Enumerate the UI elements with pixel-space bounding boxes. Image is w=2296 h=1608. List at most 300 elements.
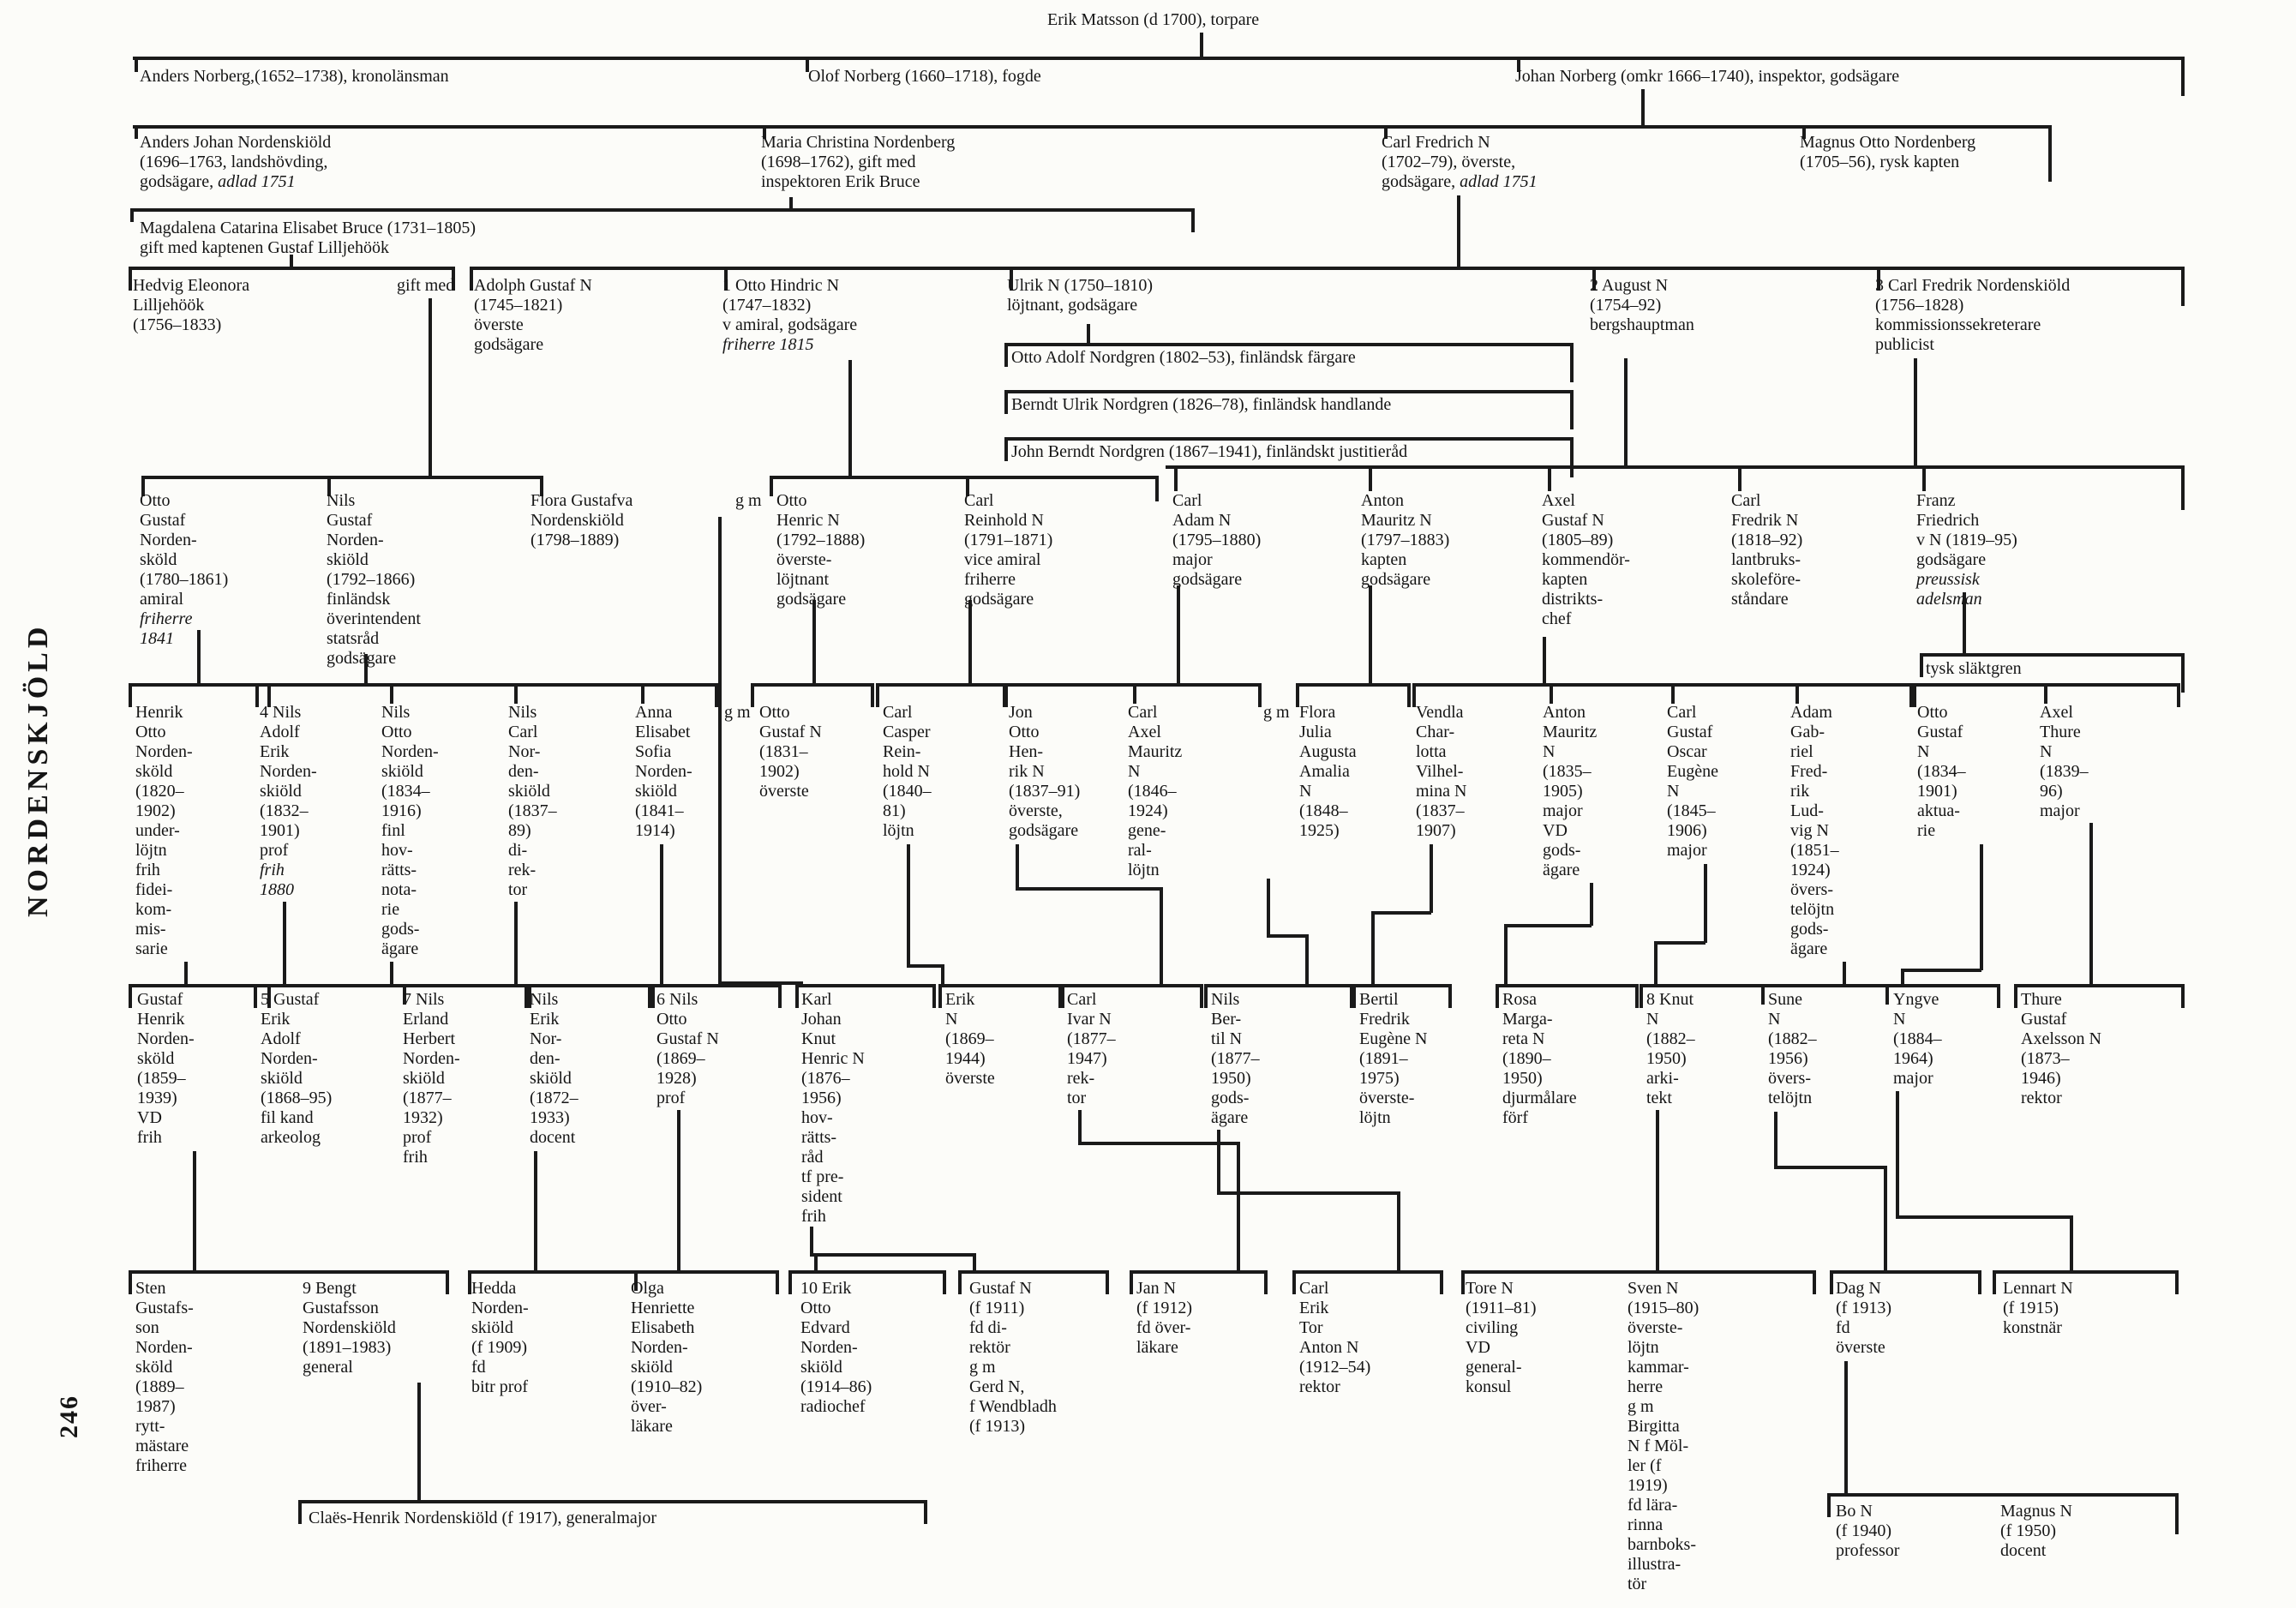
person-node bbox=[1836, 1279, 1891, 1358]
person-text-line: Norden- bbox=[135, 1338, 193, 1357]
connector-line-vertical bbox=[1813, 1270, 1816, 1294]
person-text-line: gift med bbox=[397, 276, 455, 295]
person-text-line: Norden- bbox=[800, 1338, 858, 1357]
person-text-line: g m bbox=[1263, 703, 1290, 722]
person-text-line: telöjtn bbox=[1790, 900, 1835, 919]
connector-line-vertical bbox=[1884, 1166, 1887, 1272]
person-text-line: lotta bbox=[1416, 742, 1447, 761]
person-text-line: friherre bbox=[140, 609, 193, 628]
person-text-line: godsägare bbox=[1172, 570, 1243, 589]
person-node bbox=[327, 491, 421, 669]
person-node bbox=[631, 1279, 702, 1437]
connector-line-vertical bbox=[1461, 1270, 1465, 1294]
person-text-line: (f 1950) bbox=[2000, 1521, 2056, 1540]
person-text-line: (1791–1871) bbox=[964, 531, 1053, 549]
connector-line-vertical bbox=[1896, 1091, 1899, 1217]
person-text-line: Carl bbox=[1731, 491, 1761, 510]
connector-line-horizontal bbox=[1004, 683, 1260, 687]
connector-line-horizontal bbox=[129, 984, 269, 987]
person-text-line: 1880 bbox=[260, 880, 294, 899]
person-text-line: skoleföre- bbox=[1731, 570, 1801, 589]
person-text-line: 89) bbox=[508, 821, 531, 840]
person-text-line: 1 Otto Hindric N bbox=[722, 276, 840, 295]
person-text-line: frih bbox=[137, 1128, 162, 1147]
person-text-line: 5 Gustaf bbox=[261, 990, 320, 1009]
person-text-line: övers- bbox=[1768, 1069, 1811, 1088]
person-text-line: sköld bbox=[140, 550, 177, 569]
person-text-line: överste bbox=[474, 315, 524, 334]
connector-line-vertical bbox=[2175, 1270, 2179, 1294]
person-text-line: hov- bbox=[381, 841, 413, 860]
person-text-line: Fred- bbox=[1790, 762, 1828, 781]
person-text-line: kapten bbox=[1361, 550, 1407, 569]
person-text-line: konstnär bbox=[2003, 1318, 2062, 1337]
connector-line-vertical bbox=[1844, 1361, 1848, 1495]
person-text-line: v amiral, godsägare bbox=[722, 315, 858, 334]
person-text-line: distrikts- bbox=[1542, 590, 1604, 609]
person-text-line: 1914) bbox=[635, 821, 675, 840]
connector-line-vertical bbox=[446, 1270, 449, 1294]
connector-line-vertical bbox=[795, 984, 799, 1008]
person-text-line: g m bbox=[1628, 1397, 1654, 1416]
connector-line-horizontal bbox=[810, 1253, 974, 1257]
connector-line-vertical bbox=[968, 600, 972, 685]
connector-line-vertical bbox=[1457, 195, 1460, 268]
person-text-line: fd di- bbox=[969, 1318, 1007, 1337]
person-node bbox=[471, 1279, 529, 1397]
connector-line-vertical bbox=[1200, 984, 1203, 1008]
person-node bbox=[133, 276, 249, 335]
person-node bbox=[135, 1279, 194, 1476]
person-text-line: Knut bbox=[801, 1029, 836, 1048]
person-text-line: godsägare, adlad 1751 bbox=[1382, 172, 1538, 191]
person-text-line: Otto bbox=[1917, 703, 1948, 722]
connector-line-vertical bbox=[1993, 1270, 1996, 1294]
connector-line-vertical bbox=[1371, 911, 1375, 986]
connector-line-vertical bbox=[1640, 984, 1643, 1008]
person-text-line: friherre bbox=[964, 570, 1016, 589]
connector-line-horizontal bbox=[788, 1270, 944, 1274]
person-text-line: publicist bbox=[1875, 335, 1934, 354]
person-text-line: statsråd bbox=[327, 629, 380, 648]
person-text-line: sarie bbox=[135, 939, 168, 958]
person-text-line: rektor bbox=[1299, 1377, 1340, 1396]
person-text-line: lantbruks- bbox=[1731, 550, 1801, 569]
connector-line-horizontal bbox=[1371, 911, 1431, 915]
person-node bbox=[1128, 703, 1182, 880]
person-text-line: Axel bbox=[1542, 491, 1575, 510]
person-node bbox=[1515, 67, 1899, 87]
person-text-line: Henriette bbox=[631, 1299, 695, 1317]
connector-line-vertical bbox=[2014, 984, 2017, 1008]
person-text-line: son bbox=[135, 1318, 159, 1337]
person-text-line: (1840– bbox=[883, 782, 932, 801]
person-text-line: Lennart N bbox=[2003, 1279, 2073, 1298]
connector-line-vertical bbox=[184, 962, 188, 986]
person-text-line: Gustaf bbox=[2021, 1010, 2067, 1029]
person-text-line: godsägare bbox=[776, 590, 847, 609]
connector-line-vertical bbox=[1795, 683, 1799, 704]
person-text-line: skiöld bbox=[635, 782, 677, 801]
person-text-line: Mauritz N bbox=[1361, 511, 1432, 530]
person-text-line: Anton bbox=[1361, 491, 1404, 510]
person-text-line: godsägare bbox=[474, 335, 544, 354]
person-text-line: Anton N bbox=[1299, 1338, 1359, 1357]
connector-line-vertical bbox=[1155, 476, 1159, 501]
person-text-line: Olof Norberg (1660–1718), fogde bbox=[808, 67, 1041, 86]
person-text-line: (1882– bbox=[1768, 1029, 1817, 1048]
connector-line-vertical bbox=[129, 267, 132, 291]
person-node bbox=[1731, 491, 1802, 609]
person-text-line: Carl Fredrich N bbox=[1382, 133, 1490, 152]
person-text-line: (1837– bbox=[1416, 801, 1465, 820]
connector-line-horizontal bbox=[1774, 1166, 1885, 1169]
person-text-line: (f 1913) bbox=[969, 1417, 1025, 1436]
connector-line-horizontal bbox=[1896, 1215, 2071, 1219]
person-text-line: fd över- bbox=[1136, 1318, 1191, 1337]
connector-line-vertical bbox=[1843, 962, 1846, 986]
person-text-line: frih bbox=[260, 861, 285, 879]
person-text-line: tor bbox=[1067, 1089, 1087, 1107]
person-text-line: (1780–1861) bbox=[140, 570, 229, 589]
person-text-line: Tore N bbox=[1466, 1279, 1514, 1298]
person-text-line: rik N bbox=[1009, 762, 1045, 781]
person-node bbox=[1067, 990, 1116, 1108]
person-text-line: ägare bbox=[1543, 861, 1580, 879]
connector-line-vertical bbox=[1130, 1270, 1133, 1294]
person-text-line: Nils bbox=[381, 703, 411, 722]
person-text-line: rytt- bbox=[135, 1417, 165, 1436]
person-text-line: (1848– bbox=[1299, 801, 1348, 820]
person-text-line: skiöld bbox=[530, 1069, 572, 1088]
connector-line-horizontal bbox=[958, 1270, 1107, 1274]
person-text-line: di- bbox=[508, 841, 528, 860]
person-node bbox=[1590, 276, 1694, 335]
person-text-line: (1851– bbox=[1790, 841, 1839, 860]
person-node bbox=[1502, 990, 1577, 1128]
connector-line-vertical bbox=[1004, 437, 1008, 461]
person-text-line: överste- bbox=[1359, 1089, 1415, 1107]
person-text-line: major bbox=[2040, 801, 2080, 820]
person-text-line: Franz bbox=[1916, 491, 1956, 510]
connector-line-vertical bbox=[810, 1227, 813, 1255]
person-text-line: Casper bbox=[883, 723, 931, 741]
connector-line-vertical bbox=[1704, 864, 1707, 943]
person-text-line: 1946) bbox=[2021, 1069, 2061, 1088]
person-text-line: skiöld bbox=[800, 1358, 842, 1377]
connector-line-vertical bbox=[1267, 879, 1270, 936]
connector-line-vertical bbox=[417, 1383, 421, 1502]
connector-line-vertical bbox=[932, 984, 936, 1008]
person-text-line: (f 1909) bbox=[471, 1338, 527, 1357]
person-text-line: 96) bbox=[2040, 782, 2063, 801]
person-text-line: Adolf bbox=[261, 1029, 301, 1048]
connector-line-vertical bbox=[1133, 683, 1136, 704]
person-text-line: sköld bbox=[135, 1358, 173, 1377]
person-text-line: N bbox=[1893, 1010, 1906, 1029]
person-text-line: gods- bbox=[1211, 1089, 1250, 1107]
person-text-line: mästare bbox=[135, 1437, 189, 1455]
connector-line-vertical bbox=[876, 683, 879, 707]
person-text-line: Jan N bbox=[1136, 1279, 1177, 1298]
connector-line-vertical bbox=[514, 902, 518, 986]
person-text-line: VD bbox=[1466, 1338, 1490, 1357]
person-text-line: överste bbox=[759, 782, 809, 801]
person-text-line: (1911–81) bbox=[1466, 1299, 1537, 1317]
person-text-line: Olga bbox=[631, 1279, 664, 1298]
person-text-line: skiöld bbox=[381, 762, 423, 781]
person-node bbox=[1299, 1279, 1370, 1397]
person-text-line: Amalia bbox=[1299, 762, 1350, 781]
connector-line-vertical bbox=[1087, 324, 1090, 345]
person-text-line: bergshauptman bbox=[1590, 315, 1694, 334]
person-text-line: Nils bbox=[327, 491, 356, 510]
person-node bbox=[1667, 703, 1718, 861]
person-text-line: 1901) bbox=[260, 821, 300, 840]
person-text-line: Norden- bbox=[137, 1029, 195, 1048]
person-text-line: Karl bbox=[801, 990, 832, 1009]
person-text-line: Hedda bbox=[471, 1279, 517, 1298]
person-text-line: docent bbox=[2000, 1541, 2047, 1560]
connector-line-horizontal bbox=[651, 984, 780, 987]
person-text-line: skiöld bbox=[403, 1069, 445, 1088]
connector-line-vertical bbox=[651, 984, 655, 1008]
person-text-line: 1924) bbox=[1128, 801, 1168, 820]
person-node bbox=[403, 990, 460, 1167]
person-node bbox=[1359, 990, 1427, 1128]
connector-line-horizontal bbox=[1654, 941, 1706, 945]
person-text-line: (1805–89) bbox=[1542, 531, 1614, 549]
connector-line-vertical bbox=[514, 683, 518, 704]
person-text-line: tysk släktgren bbox=[1926, 659, 2022, 678]
person-text-line: Sofia bbox=[635, 742, 672, 761]
connector-line-vertical bbox=[193, 1151, 196, 1272]
connector-line-vertical bbox=[2181, 984, 2185, 1008]
person-text-line: (1705–56), rysk kapten bbox=[1800, 153, 1960, 171]
person-text-line: major bbox=[1172, 550, 1213, 569]
person-text-line: (1798–1889) bbox=[531, 531, 620, 549]
person-text-line: förf bbox=[1502, 1108, 1528, 1127]
connector-line-vertical bbox=[1369, 585, 1372, 685]
connector-line-horizontal bbox=[133, 57, 2181, 60]
person-text-line: överste- bbox=[1628, 1318, 1683, 1337]
person-text-line: 1956) bbox=[1768, 1049, 1808, 1068]
person-text-line: 1975) bbox=[1359, 1069, 1400, 1088]
person-text-line: 1947) bbox=[1067, 1049, 1107, 1068]
person-text-line: Adolf bbox=[260, 723, 300, 741]
connector-line-horizontal bbox=[298, 1500, 926, 1503]
connector-line-horizontal bbox=[468, 1270, 777, 1274]
person-node bbox=[1646, 990, 1695, 1108]
person-text-line: (f 1911) bbox=[969, 1299, 1025, 1317]
connector-line-horizontal bbox=[751, 683, 872, 687]
connector-line-vertical bbox=[812, 600, 816, 685]
connector-line-horizontal bbox=[1267, 934, 1307, 938]
person-node bbox=[1416, 703, 1466, 841]
person-text-line: Flora bbox=[1299, 703, 1336, 722]
person-text-line: Rein- bbox=[883, 742, 921, 761]
person-text-line: N bbox=[945, 1010, 958, 1029]
person-text-line: Adolph Gustaf N bbox=[474, 276, 592, 295]
person-text-line: 81) bbox=[883, 801, 906, 820]
person-text-line: arkeolog bbox=[261, 1128, 321, 1147]
person-text-line: N bbox=[1667, 782, 1680, 801]
person-text-line: Carl bbox=[1128, 703, 1158, 722]
person-text-line: Anders Johan Nordenskiöld bbox=[140, 133, 332, 152]
person-text-line: skiöld bbox=[260, 782, 302, 801]
person-text-line: Mauritz bbox=[1543, 723, 1598, 741]
person-text-line: Edvard bbox=[800, 1318, 850, 1337]
person-text-line: godsägare bbox=[327, 649, 397, 668]
marriage-label bbox=[1263, 703, 1290, 723]
connector-line-vertical bbox=[2044, 683, 2047, 704]
connector-line-vertical bbox=[641, 683, 644, 704]
person-text-line: Reinhold N bbox=[964, 511, 1044, 530]
person-text-line: (1891– bbox=[1359, 1049, 1408, 1068]
person-text-line: Dag N bbox=[1836, 1279, 1881, 1298]
person-text-line: gods- bbox=[1790, 920, 1829, 939]
person-text-line: 9 Bengt bbox=[303, 1279, 357, 1298]
person-text-line: Norden- bbox=[140, 531, 197, 549]
family-name-sidebar: NORDENSKJÖLD bbox=[22, 622, 54, 917]
person-node bbox=[1466, 1279, 1537, 1397]
person-text-line: Augusta bbox=[1299, 742, 1357, 761]
connector-line-vertical bbox=[1200, 33, 1203, 58]
person-text-line: hov- bbox=[801, 1108, 833, 1127]
person-text-line: fd lära- bbox=[1628, 1496, 1678, 1515]
person-node bbox=[656, 990, 719, 1108]
connector-line-horizontal bbox=[129, 1270, 447, 1274]
connector-line-horizontal bbox=[1166, 465, 2183, 469]
person-node bbox=[722, 276, 857, 355]
connector-line-vertical bbox=[973, 1253, 976, 1272]
person-text-line: (1792–1888) bbox=[776, 531, 866, 549]
person-text-line: (f 1940) bbox=[1836, 1521, 1891, 1540]
person-text-line: Friedrich bbox=[1916, 511, 1980, 530]
person-text-line: prof bbox=[403, 1128, 432, 1147]
connector-line-vertical bbox=[938, 984, 942, 1008]
connector-line-vertical bbox=[871, 683, 874, 707]
person-text-line: kommendör- bbox=[1542, 550, 1630, 569]
connector-line-vertical bbox=[1430, 844, 1433, 913]
connector-line-horizontal bbox=[938, 984, 1060, 987]
person-text-line: Ivar N bbox=[1067, 1010, 1112, 1029]
person-text-line: (1845– bbox=[1667, 801, 1716, 820]
person-text-line: Erik bbox=[1299, 1299, 1329, 1317]
person-text-line: tör bbox=[1628, 1575, 1647, 1593]
connector-line-vertical bbox=[1078, 1110, 1082, 1143]
person-text-line: 8 Knut bbox=[1646, 990, 1694, 1009]
person-text-line: frih bbox=[801, 1207, 826, 1226]
connector-line-vertical bbox=[135, 57, 138, 72]
person-text-line: reta N bbox=[1502, 1029, 1545, 1048]
person-text-line: fd bbox=[1836, 1318, 1850, 1337]
person-text-line: 1987) bbox=[135, 1397, 176, 1416]
person-text-line: 3 Carl Fredrik Nordenskiöld bbox=[1875, 276, 2071, 295]
person-text-line: vig N bbox=[1790, 821, 1829, 840]
person-text-line: Eugène bbox=[1667, 762, 1718, 781]
person-text-line: Otto bbox=[140, 491, 171, 510]
connector-line-horizontal bbox=[1993, 1270, 2177, 1274]
person-node bbox=[309, 1509, 656, 1528]
person-node bbox=[2000, 1502, 2072, 1561]
person-text-line: bitr prof bbox=[471, 1377, 529, 1396]
connector-line-horizontal bbox=[1078, 1142, 1238, 1145]
person-text-line: gene- bbox=[1128, 821, 1166, 840]
person-text-line: den- bbox=[508, 762, 539, 781]
person-text-line: (1877– bbox=[403, 1089, 452, 1107]
person-text-line: Erik bbox=[945, 990, 975, 1009]
person-text-line: civiling bbox=[1466, 1318, 1519, 1337]
connector-line-vertical bbox=[1305, 934, 1309, 986]
person-text-line: Carl bbox=[1667, 703, 1697, 722]
person-node bbox=[531, 491, 632, 550]
person-text-line: Nor- bbox=[508, 742, 541, 761]
person-text-line: Sune bbox=[1768, 990, 1802, 1009]
person-text-line: (1835– bbox=[1543, 762, 1592, 781]
person-text-line: (1698–1762), gift med bbox=[761, 153, 916, 171]
person-text-line: Ber- bbox=[1211, 1010, 1242, 1029]
person-text-line: major bbox=[1893, 1069, 1933, 1088]
person-text-line: professor bbox=[1836, 1541, 1900, 1560]
person-text-line: 6 Nils bbox=[656, 990, 698, 1009]
connector-line-vertical bbox=[1191, 208, 1195, 232]
person-text-line: rinna bbox=[1628, 1515, 1664, 1534]
person-text-line: Gustafsson bbox=[303, 1299, 379, 1317]
person-text-line: Fredrik N bbox=[1731, 511, 1799, 530]
connector-line-vertical bbox=[298, 1500, 302, 1524]
person-text-line: skiöld bbox=[631, 1358, 673, 1377]
person-text-line: (1914–86) bbox=[800, 1377, 872, 1396]
person-text-line: Otto bbox=[135, 723, 166, 741]
person-text-line: telöjtn bbox=[1768, 1089, 1813, 1107]
connector-line-vertical bbox=[1177, 585, 1180, 685]
person-node bbox=[260, 703, 317, 900]
person-text-line: Carl bbox=[1067, 990, 1097, 1009]
person-text-line: Gustafs- bbox=[135, 1299, 194, 1317]
person-text-line: Nordenskiöld bbox=[303, 1318, 396, 1337]
person-text-line: (1839– bbox=[2040, 762, 2089, 781]
person-text-line: Anton bbox=[1543, 703, 1586, 722]
person-text-line: Maria Christina Nordenberg bbox=[761, 133, 956, 152]
person-text-line: Mauritz bbox=[1128, 742, 1183, 761]
connector-line-vertical bbox=[814, 1253, 818, 1272]
person-text-line: aktua- bbox=[1917, 801, 1960, 820]
connector-line-vertical bbox=[129, 1270, 132, 1294]
person-text-line: Lilljehöök bbox=[133, 296, 205, 315]
connector-line-vertical bbox=[924, 1500, 927, 1524]
person-node bbox=[508, 703, 557, 900]
person-text-line: Johan bbox=[801, 1010, 842, 1029]
person-node bbox=[761, 133, 955, 192]
connector-line-horizontal bbox=[907, 964, 943, 968]
person-text-line: Nils bbox=[530, 990, 559, 1009]
connector-line-vertical bbox=[2175, 1493, 2179, 1534]
person-text-line: Julia bbox=[1299, 723, 1332, 741]
person-text-line: gods- bbox=[381, 920, 420, 939]
person-text-line: (1910–82) bbox=[631, 1377, 703, 1396]
person-text-line: 1956) bbox=[801, 1089, 842, 1107]
person-text-line: under- bbox=[135, 821, 180, 840]
person-text-line: frih bbox=[135, 861, 160, 879]
person-text-line: 1907) bbox=[1416, 821, 1456, 840]
connector-line-vertical bbox=[958, 1270, 962, 1294]
person-text-line: 1906) bbox=[1667, 821, 1707, 840]
person-text-line: Nor- bbox=[530, 1029, 562, 1048]
person-text-line: löjtn bbox=[1628, 1338, 1659, 1357]
person-text-line: finländsk bbox=[327, 590, 391, 609]
connector-line-vertical bbox=[751, 683, 754, 707]
